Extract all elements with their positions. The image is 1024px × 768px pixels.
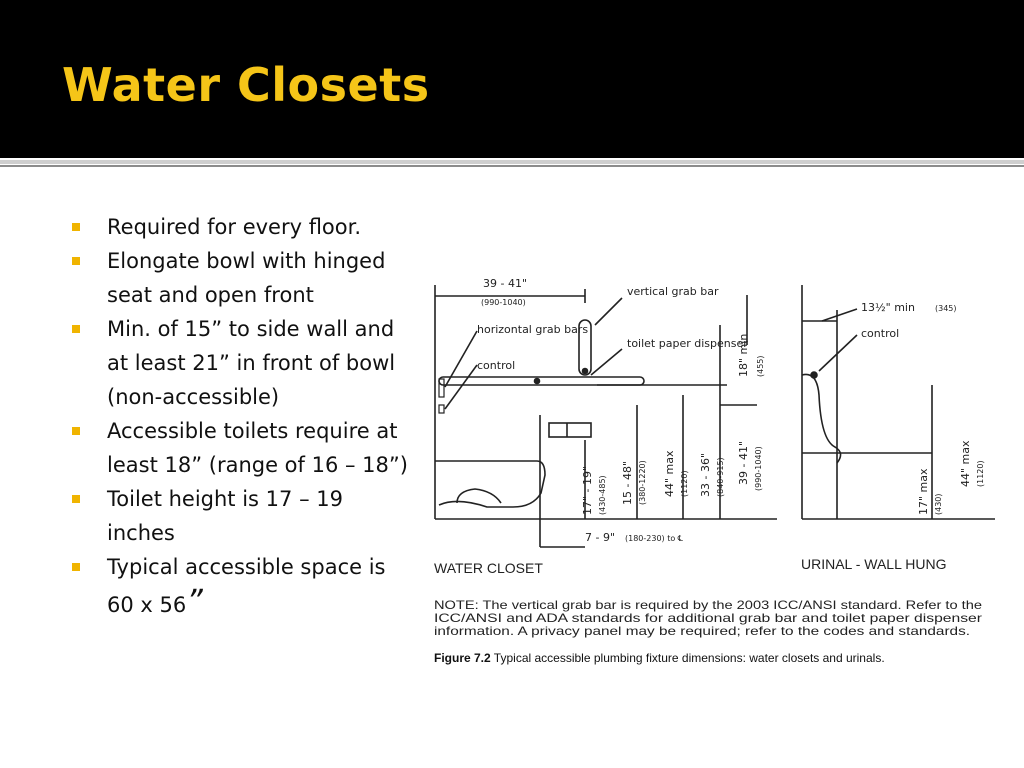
control-label: control xyxy=(477,359,516,372)
urinal-dim-label: (1120) xyxy=(976,460,985,487)
bullet-text: Required for every floor. xyxy=(107,215,361,239)
dim-label: 44" max xyxy=(663,450,676,497)
bullet-square-icon xyxy=(72,495,80,503)
dim-label: (1120) xyxy=(680,470,689,497)
title-divider-shadow xyxy=(0,165,1024,167)
urinal-dim-label: (345) xyxy=(935,304,957,313)
dim-label: (430-485) xyxy=(598,475,607,515)
bullet-item xyxy=(72,244,417,312)
bullet-item xyxy=(72,482,417,550)
urinal-caption: URINAL - WALL HUNG xyxy=(801,556,947,572)
bullet-text: Toilet height is 17 – 19 inches xyxy=(107,487,343,545)
vertical-grab-bar-label: vertical grab bar xyxy=(627,285,719,298)
bullet-square-icon xyxy=(72,325,80,333)
bullet-square-icon xyxy=(72,223,80,231)
urinal-control-label: control xyxy=(861,327,900,340)
bullet-quote-mark: ” xyxy=(186,582,203,620)
urinal-dim-label: 13½" min xyxy=(861,301,915,314)
figure-note-line: NOTE: The vertical grab bar is required by the 2003 ICC/ANSI standard. Refer to the xyxy=(434,598,983,612)
figure-caption xyxy=(434,651,885,665)
dim-label: (455) xyxy=(756,355,765,377)
bullet-text: Accessible toilets require at least 18” (range of 16 – 18”) xyxy=(107,419,408,477)
bullet-text: Min. of 15” to side wall and at least 21” in front of bowl (non-accessible) xyxy=(107,317,396,409)
urinal-dim-label: (430) xyxy=(934,493,943,515)
figure-caption-text: Typical accessible plumbing fixture dimensions: water closets and urinals. xyxy=(490,651,885,665)
dim-label: (840-915) xyxy=(716,457,725,497)
bullet-square-icon xyxy=(72,563,80,571)
bullet-item xyxy=(72,312,417,414)
dim-label: 39 - 41" xyxy=(483,277,528,290)
bullet-item xyxy=(72,210,417,244)
plumbing-diagram xyxy=(417,265,1024,678)
dim-label: 39 - 41" xyxy=(737,440,750,485)
title-divider xyxy=(0,160,1024,164)
bullet-square-icon xyxy=(72,257,80,265)
slide-title: Water Closets xyxy=(62,58,430,112)
bullet-text: Elongate bowl with hinged seat and open front xyxy=(107,249,386,307)
dim-label: 15 - 48" xyxy=(621,460,634,505)
urinal-dim-label: 17" max xyxy=(917,468,930,515)
dim-label: 7 - 9" xyxy=(585,531,616,544)
toilet-paper-dispenser-label: toilet paper dispenser xyxy=(627,337,748,350)
figure-note-line: ICC/ANSI and ADA standards for additional grab bar and toilet paper dispenser xyxy=(434,611,982,625)
figure-note-line: information. A privacy panel may be required; refer to the codes and standards. xyxy=(434,624,970,638)
bullet-text: Typical accessible space is 60 x 56 xyxy=(107,555,386,617)
dim-label: (990-1040) xyxy=(754,446,763,491)
urinal-dim-label: 44" max xyxy=(959,440,972,487)
horizontal-grab-bars-label: horizontal grab bars xyxy=(477,323,589,336)
dim-label: (180-230) to ℄ xyxy=(625,534,683,543)
plumbing-figure xyxy=(417,265,1024,678)
dim-label: 18" min xyxy=(737,333,750,377)
dim-label: 17" - 19" xyxy=(581,465,594,515)
bullet-item xyxy=(72,414,417,482)
dim-label: 33 - 36" xyxy=(699,452,712,497)
bullet-list xyxy=(72,210,417,622)
figure-caption-label: Figure 7.2 xyxy=(434,651,491,665)
dim-label: (990-1040) xyxy=(481,298,526,307)
bullet-square-icon xyxy=(72,427,80,435)
bullet-item xyxy=(72,550,417,622)
water-closet-caption: WATER CLOSET xyxy=(434,560,543,576)
dim-label: (380-1220) xyxy=(638,460,647,505)
